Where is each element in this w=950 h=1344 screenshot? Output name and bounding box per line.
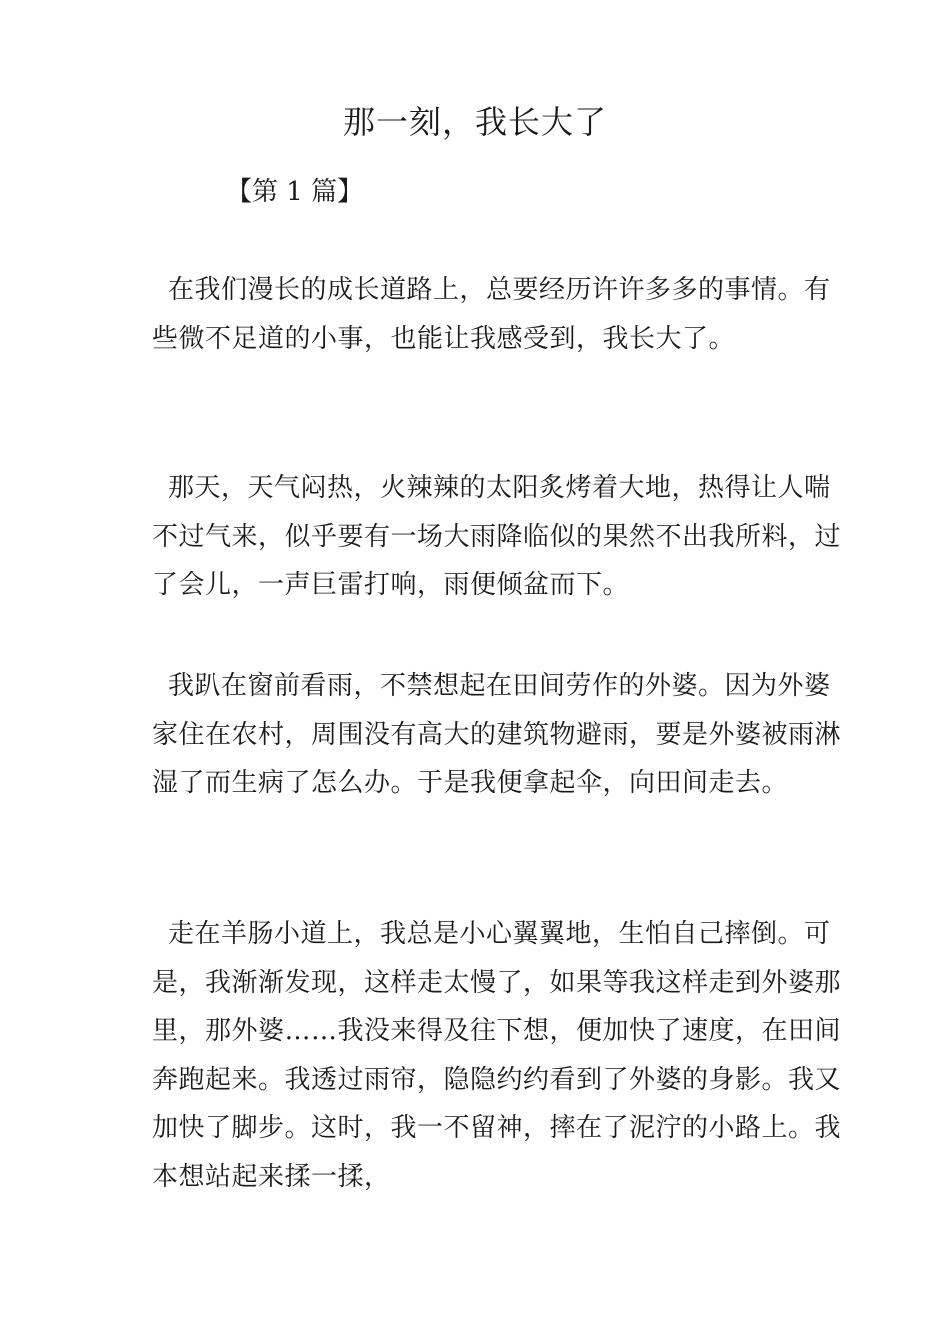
- section-label: 【第 1 篇】: [226, 177, 364, 207]
- paragraph-1: 在我们漫长的成长道路上，总要经历许许多多的事情。有些微不足道的小事，也能让我感受到，我长大了。: [152, 275, 831, 354]
- document-title: 那一刻，我长大了: [342, 103, 607, 141]
- paragraph-2: 那天，天气闷热，火辣辣的太阳炙烤着大地，热得让人喘不过气来，似乎要有一场大雨降临似的果然不出我所料，过了会儿，一声巨雷打响，雨便倾盆而下。: [152, 473, 842, 600]
- paragraph-4: 走在羊肠小道上，我总是小心翼翼地，生怕自己摔倒。可是，我渐渐发现，这样走太慢了，如果等我这样走到外婆那里，那外婆……我没来得及往下想，便加快了速度，在田间奔跑起来。我透过雨帘，隐隐约约看到了外婆的身影。我又加快了脚步。这时，我一不留神，摔在了泥泞的小路上。我本想站起来揉一揉，: [152, 919, 842, 1192]
- paragraph-3: 我趴在窗前看雨，不禁想起在田间劳作的外婆。因为外婆家住在农村，周围没有高大的建筑物避雨，要是外婆被雨淋湿了而生病了怎么办。于是我便拿起伞，向田间走去。: [152, 671, 842, 798]
